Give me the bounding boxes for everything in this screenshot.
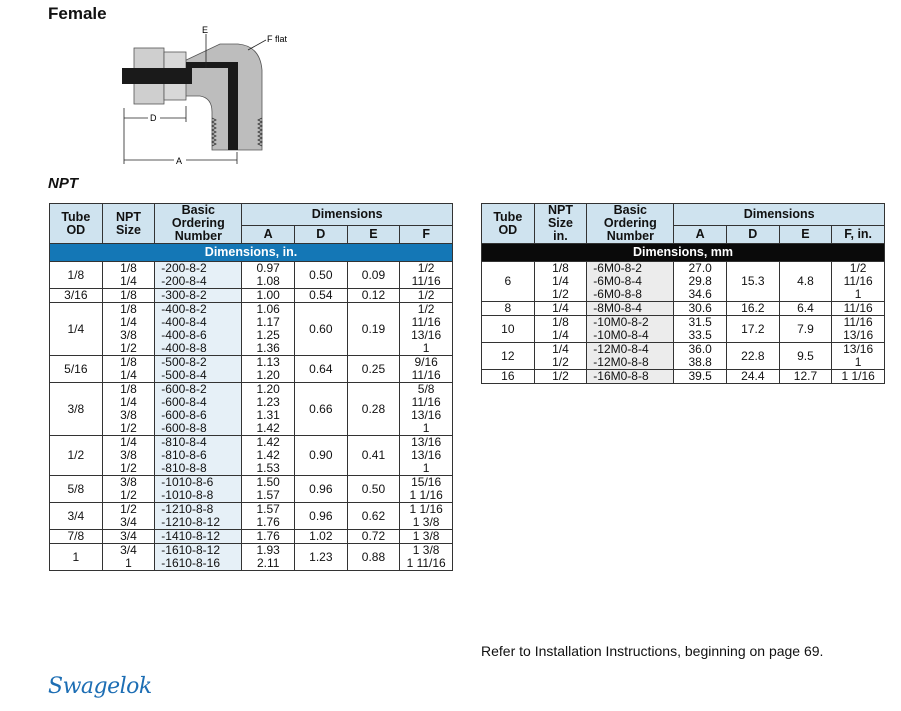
cell-a: 27.0 29.8 34.6	[674, 262, 727, 302]
cell-f: 15/16 1 1/16	[400, 476, 453, 503]
table-row	[50, 356, 453, 383]
cell-ord: -400-8-2 -400-8-4 -400-8-6 -400-8-8	[155, 303, 242, 356]
cell-d: 0.60	[295, 303, 348, 356]
cell-npt: 1/2	[534, 370, 587, 384]
table-row	[50, 544, 453, 571]
cell-e: 0.19	[347, 303, 400, 356]
cell-e: 9.5	[779, 343, 832, 370]
cell-ord: -8M0-8-4	[587, 302, 674, 316]
cell-e: 0.28	[347, 383, 400, 436]
cell-e: 7.9	[779, 316, 832, 343]
header-f: F	[400, 226, 453, 244]
table-row	[482, 302, 885, 316]
cell-npt: 1/8 1/4	[102, 356, 155, 383]
cell-a: 1.00	[242, 289, 295, 303]
cell-a: 36.0 38.8	[674, 343, 727, 370]
cell-d: 1.02	[295, 530, 348, 544]
cell-tube: 6	[482, 262, 535, 302]
cell-e: 0.62	[347, 503, 400, 530]
cell-npt: 3/4 1	[102, 544, 155, 571]
cell-a: 1.06 1.17 1.25 1.36	[242, 303, 295, 356]
cell-a: 1.13 1.20	[242, 356, 295, 383]
cell-f: 1/2 11/16	[400, 262, 453, 289]
table-row	[50, 530, 453, 544]
cell-tube: 1/8	[50, 262, 103, 289]
cell-tube: 1/4	[50, 303, 103, 356]
cell-tube: 10	[482, 316, 535, 343]
header-tube-od: Tube OD	[482, 204, 535, 244]
cell-d: 17.2	[727, 316, 780, 343]
cell-f: 1 3/8	[400, 530, 453, 544]
brand-logo: Swagelok	[48, 674, 152, 699]
cell-ord: -12M0-8-4 -12M0-8-8	[587, 343, 674, 370]
cell-d: 15.3	[727, 262, 780, 302]
cell-d: 1.23	[295, 544, 348, 571]
cell-ord: -600-8-2 -600-8-4 -600-8-6 -600-8-8	[155, 383, 242, 436]
section-subheading: NPT	[48, 175, 78, 192]
cell-f: 1/2 11/16 1	[832, 262, 885, 302]
cell-e: 0.25	[347, 356, 400, 383]
header-a: A	[242, 226, 295, 244]
label-f-flat: F flat	[267, 34, 288, 44]
cell-d: 0.90	[295, 436, 348, 476]
table-row	[50, 503, 453, 530]
cell-npt: 1/8 1/4	[102, 262, 155, 289]
cell-f: 13/16 1	[832, 343, 885, 370]
cell-npt: 1/4 1/2	[534, 343, 587, 370]
cell-e: 6.4	[779, 302, 832, 316]
cell-tube: 5/8	[50, 476, 103, 503]
table-row	[482, 262, 885, 302]
cell-tube: 7/8	[50, 530, 103, 544]
cell-npt: 1/8 1/4 3/8 1/2	[102, 383, 155, 436]
cell-a: 1.93 2.11	[242, 544, 295, 571]
table-row	[482, 343, 885, 370]
cell-npt: 1/8	[102, 289, 155, 303]
cell-ord: -500-8-2 -500-8-4	[155, 356, 242, 383]
cell-a: 0.97 1.08	[242, 262, 295, 289]
cell-d: 22.8	[727, 343, 780, 370]
cell-npt: 3/8 1/2	[102, 476, 155, 503]
cell-ord: -10M0-8-2 -10M0-8-4	[587, 316, 674, 343]
cell-f: 1/2	[400, 289, 453, 303]
cell-npt: 3/4	[102, 530, 155, 544]
cell-tube: 16	[482, 370, 535, 384]
cell-tube: 1/2	[50, 436, 103, 476]
cell-a: 1.20 1.23 1.31 1.42	[242, 383, 295, 436]
table-row	[50, 262, 453, 289]
cell-f: 1/2 11/16 13/16 1	[400, 303, 453, 356]
header-ordering-number: Basic Ordering Number	[587, 204, 674, 244]
cell-ord: -1410-8-12	[155, 530, 242, 544]
cell-tube: 3/8	[50, 383, 103, 436]
cell-f: 5/8 11/16 13/16 1	[400, 383, 453, 436]
page-heading: Female	[48, 4, 107, 23]
cell-ord: -810-8-4 -810-8-6 -810-8-8	[155, 436, 242, 476]
table-row	[50, 476, 453, 503]
header-f: F, in.	[832, 226, 885, 244]
cell-a: 1.50 1.57	[242, 476, 295, 503]
header-tube-od: Tube OD	[50, 204, 103, 244]
cell-d: 0.96	[295, 476, 348, 503]
fitting-drawing	[120, 22, 300, 172]
header-e: E	[347, 226, 400, 244]
cell-npt: 1/4	[534, 302, 587, 316]
header-d: D	[727, 226, 780, 244]
cell-npt: 1/4 3/8 1/2	[102, 436, 155, 476]
table-row	[50, 303, 453, 356]
cell-d: 0.66	[295, 383, 348, 436]
cell-tube: 3/16	[50, 289, 103, 303]
label-a: A	[176, 156, 183, 166]
cell-a: 1.57 1.76	[242, 503, 295, 530]
units-band: Dimensions, mm	[482, 244, 885, 262]
cell-e: 0.72	[347, 530, 400, 544]
header-e: E	[779, 226, 832, 244]
cell-f: 1 3/8 1 11/16	[400, 544, 453, 571]
header-a: A	[674, 226, 727, 244]
dimensions-table-metric	[481, 203, 885, 384]
table-row	[50, 436, 453, 476]
cell-npt: 1/8 1/4 3/8 1/2	[102, 303, 155, 356]
cell-a: 30.6	[674, 302, 727, 316]
header-dimensions: Dimensions	[242, 204, 453, 226]
label-d: D	[150, 113, 157, 123]
cell-d: 0.54	[295, 289, 348, 303]
cell-tube: 12	[482, 343, 535, 370]
cell-e: 4.8	[779, 262, 832, 302]
header-d: D	[295, 226, 348, 244]
cell-f: 11/16	[832, 302, 885, 316]
cell-a: 39.5	[674, 370, 727, 384]
cell-a: 1.42 1.42 1.53	[242, 436, 295, 476]
header-npt-size: NPT Size in.	[534, 204, 587, 244]
cell-ord: -200-8-2 -200-8-4	[155, 262, 242, 289]
cell-d: 16.2	[727, 302, 780, 316]
cell-npt: 1/2 3/4	[102, 503, 155, 530]
cell-ord: -1610-8-12 -1610-8-16	[155, 544, 242, 571]
table-row	[482, 316, 885, 343]
cell-d: 0.96	[295, 503, 348, 530]
header-dimensions: Dimensions	[674, 204, 885, 226]
cell-tube: 3/4	[50, 503, 103, 530]
cell-f: 9/16 11/16	[400, 356, 453, 383]
cell-ord: -300-8-2	[155, 289, 242, 303]
installation-note: Refer to Installation Instructions, beginning on page 69.	[481, 643, 824, 659]
cell-e: 0.09	[347, 262, 400, 289]
cell-npt: 1/8 1/4	[534, 316, 587, 343]
cell-npt: 1/8 1/4 1/2	[534, 262, 587, 302]
cell-e: 0.41	[347, 436, 400, 476]
cell-ord: -1210-8-8 -1210-8-12	[155, 503, 242, 530]
cell-tube: 8	[482, 302, 535, 316]
cell-ord: -16M0-8-8	[587, 370, 674, 384]
cell-e: 12.7	[779, 370, 832, 384]
header-npt-size: NPT Size	[102, 204, 155, 244]
cell-e: 0.50	[347, 476, 400, 503]
table-row	[50, 383, 453, 436]
cell-a: 1.76	[242, 530, 295, 544]
header-ordering-number: Basic Ordering Number	[155, 204, 242, 244]
cell-a: 31.5 33.5	[674, 316, 727, 343]
cell-ord: -6M0-8-2 -6M0-8-4 -6M0-8-8	[587, 262, 674, 302]
cell-d: 0.50	[295, 262, 348, 289]
cell-ord: -1010-8-6 -1010-8-8	[155, 476, 242, 503]
cell-e: 0.88	[347, 544, 400, 571]
cell-tube: 5/16	[50, 356, 103, 383]
label-e: E	[202, 25, 209, 35]
cell-d: 24.4	[727, 370, 780, 384]
cell-d: 0.64	[295, 356, 348, 383]
cell-f: 13/16 13/16 1	[400, 436, 453, 476]
table-row	[50, 289, 453, 303]
cell-f: 11/16 13/16	[832, 316, 885, 343]
cell-f: 1 1/16	[832, 370, 885, 384]
cell-e: 0.12	[347, 289, 400, 303]
units-band: Dimensions, in.	[50, 244, 453, 262]
dimensions-table-inch	[49, 203, 453, 571]
cell-tube: 1	[50, 544, 103, 571]
table-row	[482, 370, 885, 384]
cell-f: 1 1/16 1 3/8	[400, 503, 453, 530]
